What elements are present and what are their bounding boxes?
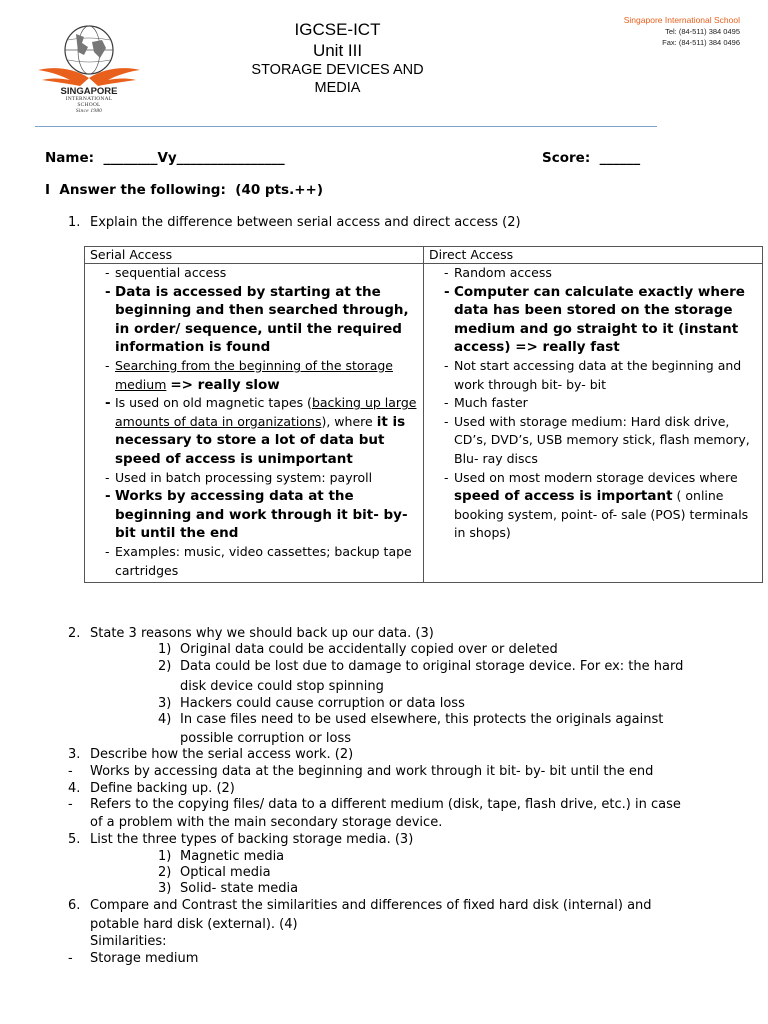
logo-name: SINGAPORE [60,86,118,97]
score-label: Score: [542,150,591,166]
topic-title: MEDIA [314,80,361,96]
globe-icon [65,26,113,74]
list-item: - Computer can calculate exactly where data has been stored on the storage medium and go straight to it (instant access) => really fast [444,283,745,356]
list-item: - Much faster [444,395,528,411]
question-number: 6. [68,898,81,913]
question-number: 1. [68,215,81,230]
question-text: List the three types of backing storage media. (3) [90,832,414,847]
direct-access-cell [424,264,763,583]
question-1 [68,214,521,231]
list-item: - Searching from the beginning of the storage medium => really slow [105,357,393,393]
answer-item: 4) In case files need to be used elsewhere, this protects the originals against [158,712,664,727]
question-text: Define backing up. (2) [90,781,235,796]
answer-item: 1) Magnetic media [158,849,285,864]
question-text: Compare and Contrast the similarities and differences of fixed hard disk (internal) and [90,898,652,913]
answer-item-continued: possible corruption or loss [180,731,351,746]
question-2 [68,625,434,642]
similarities-label: Similarities: [90,934,167,949]
name-field [45,150,285,166]
answer-item: 2) Data could be lost due to damage to original storage device. For ex: the hard [158,659,684,674]
column-header-direct: Direct Access [424,247,763,264]
list-item: - Not start accessing data at the beginning and work through bit- by- bit [444,357,742,392]
wings-icon [38,68,140,86]
question-4 [68,780,235,797]
list-item: - Data is accessed by starting at the beginning and then searched through, in order/ sequence, until the required information is found [105,283,409,356]
answer-item: 1) Original data could be accidentally copied over or deleted [158,642,558,657]
topic-title: STORAGE DEVICES AND [251,62,424,78]
question-6 [68,897,652,914]
question-number: 2. [68,626,81,641]
logo-since: Since 1980 [75,107,103,114]
question-text: Explain the difference between serial access and direct access (2) [90,215,521,230]
section-heading: I Answer the following: (40 pts.++) [45,182,324,198]
answer-item: 3) Hackers could cause corruption or data loss [158,696,465,711]
logo-subtitle: SCHOOL [77,101,101,108]
name-value: ________Vy________________ [103,150,285,166]
list-item: - Works by accessing data at the beginning and work through it bit- by- bit until the end [105,488,408,542]
column-header-serial: Serial Access [85,247,424,264]
answer-item: - Works by accessing data at the beginning and work through it bit- by- bit until the end [68,764,654,779]
score-value: ______ [599,150,641,166]
school-fax: Fax: (84-511) 384 0496 [662,38,740,47]
serial-access-cell [85,264,424,583]
question-text-continued: potable hard disk (external). (4) [90,917,298,932]
question-number: 4. [68,781,81,796]
list-item: - Is used on old magnetic tapes (backing up large amounts of data in organizations), where it is necessary to store a lot of data but speed of access is unimportant [105,395,417,467]
answer-item-continued: disk device could stop spinning [180,679,384,694]
list-item: - sequential access [105,265,227,280]
answer-item: 2) Optical media [158,865,271,880]
list-item: - Used in batch processing system: payroll [105,469,373,485]
school-tel: Tel: (84-511) 384 0495 [665,27,740,36]
list-item: - Random access [444,265,552,280]
answer-item: 3) Solid- state media [158,881,299,896]
school-name: Singapore International School [623,15,740,25]
list-item: - Used with storage medium: Hard disk drive, CD’s, DVD’s, USB memory stick, flash memory, Blu- ray discs [444,413,750,466]
question-text: State 3 reasons why we should back up our data. (3) [90,626,434,641]
score-field [542,150,640,166]
table-row [85,264,763,583]
school-contact [555,15,740,48]
logo-subtitle: INTERNATIONAL [65,95,113,102]
question-5 [68,831,413,848]
question-text: Describe how the serial access work. (2) [90,747,354,762]
list-item: - Examples: music, video cassettes; backup tape cartridges [105,543,412,578]
access-comparison-table [84,246,763,583]
name-label: Name: [45,150,95,166]
question-3 [68,746,353,763]
course-title: IGCSE-ICT [294,20,381,39]
document-title [230,20,445,97]
answer-item: - Refers to the copying files/ data to a different medium (disk, tape, flash drive, etc.) in case [68,797,681,812]
list-item: - Used on most modern storage devices where speed of access is important ( online booking system, point- of- sale (POS) terminals in shops) [444,469,749,541]
question-number: 3. [68,747,81,762]
question-number: 5. [68,832,81,847]
answer-item: - Storage medium [68,951,199,966]
header-divider [35,126,657,127]
logo-text [34,87,144,114]
table-header-row [85,247,763,264]
answer-item-continued: of a problem with the main secondary storage device. [90,815,443,830]
unit-title: Unit III [312,41,363,60]
